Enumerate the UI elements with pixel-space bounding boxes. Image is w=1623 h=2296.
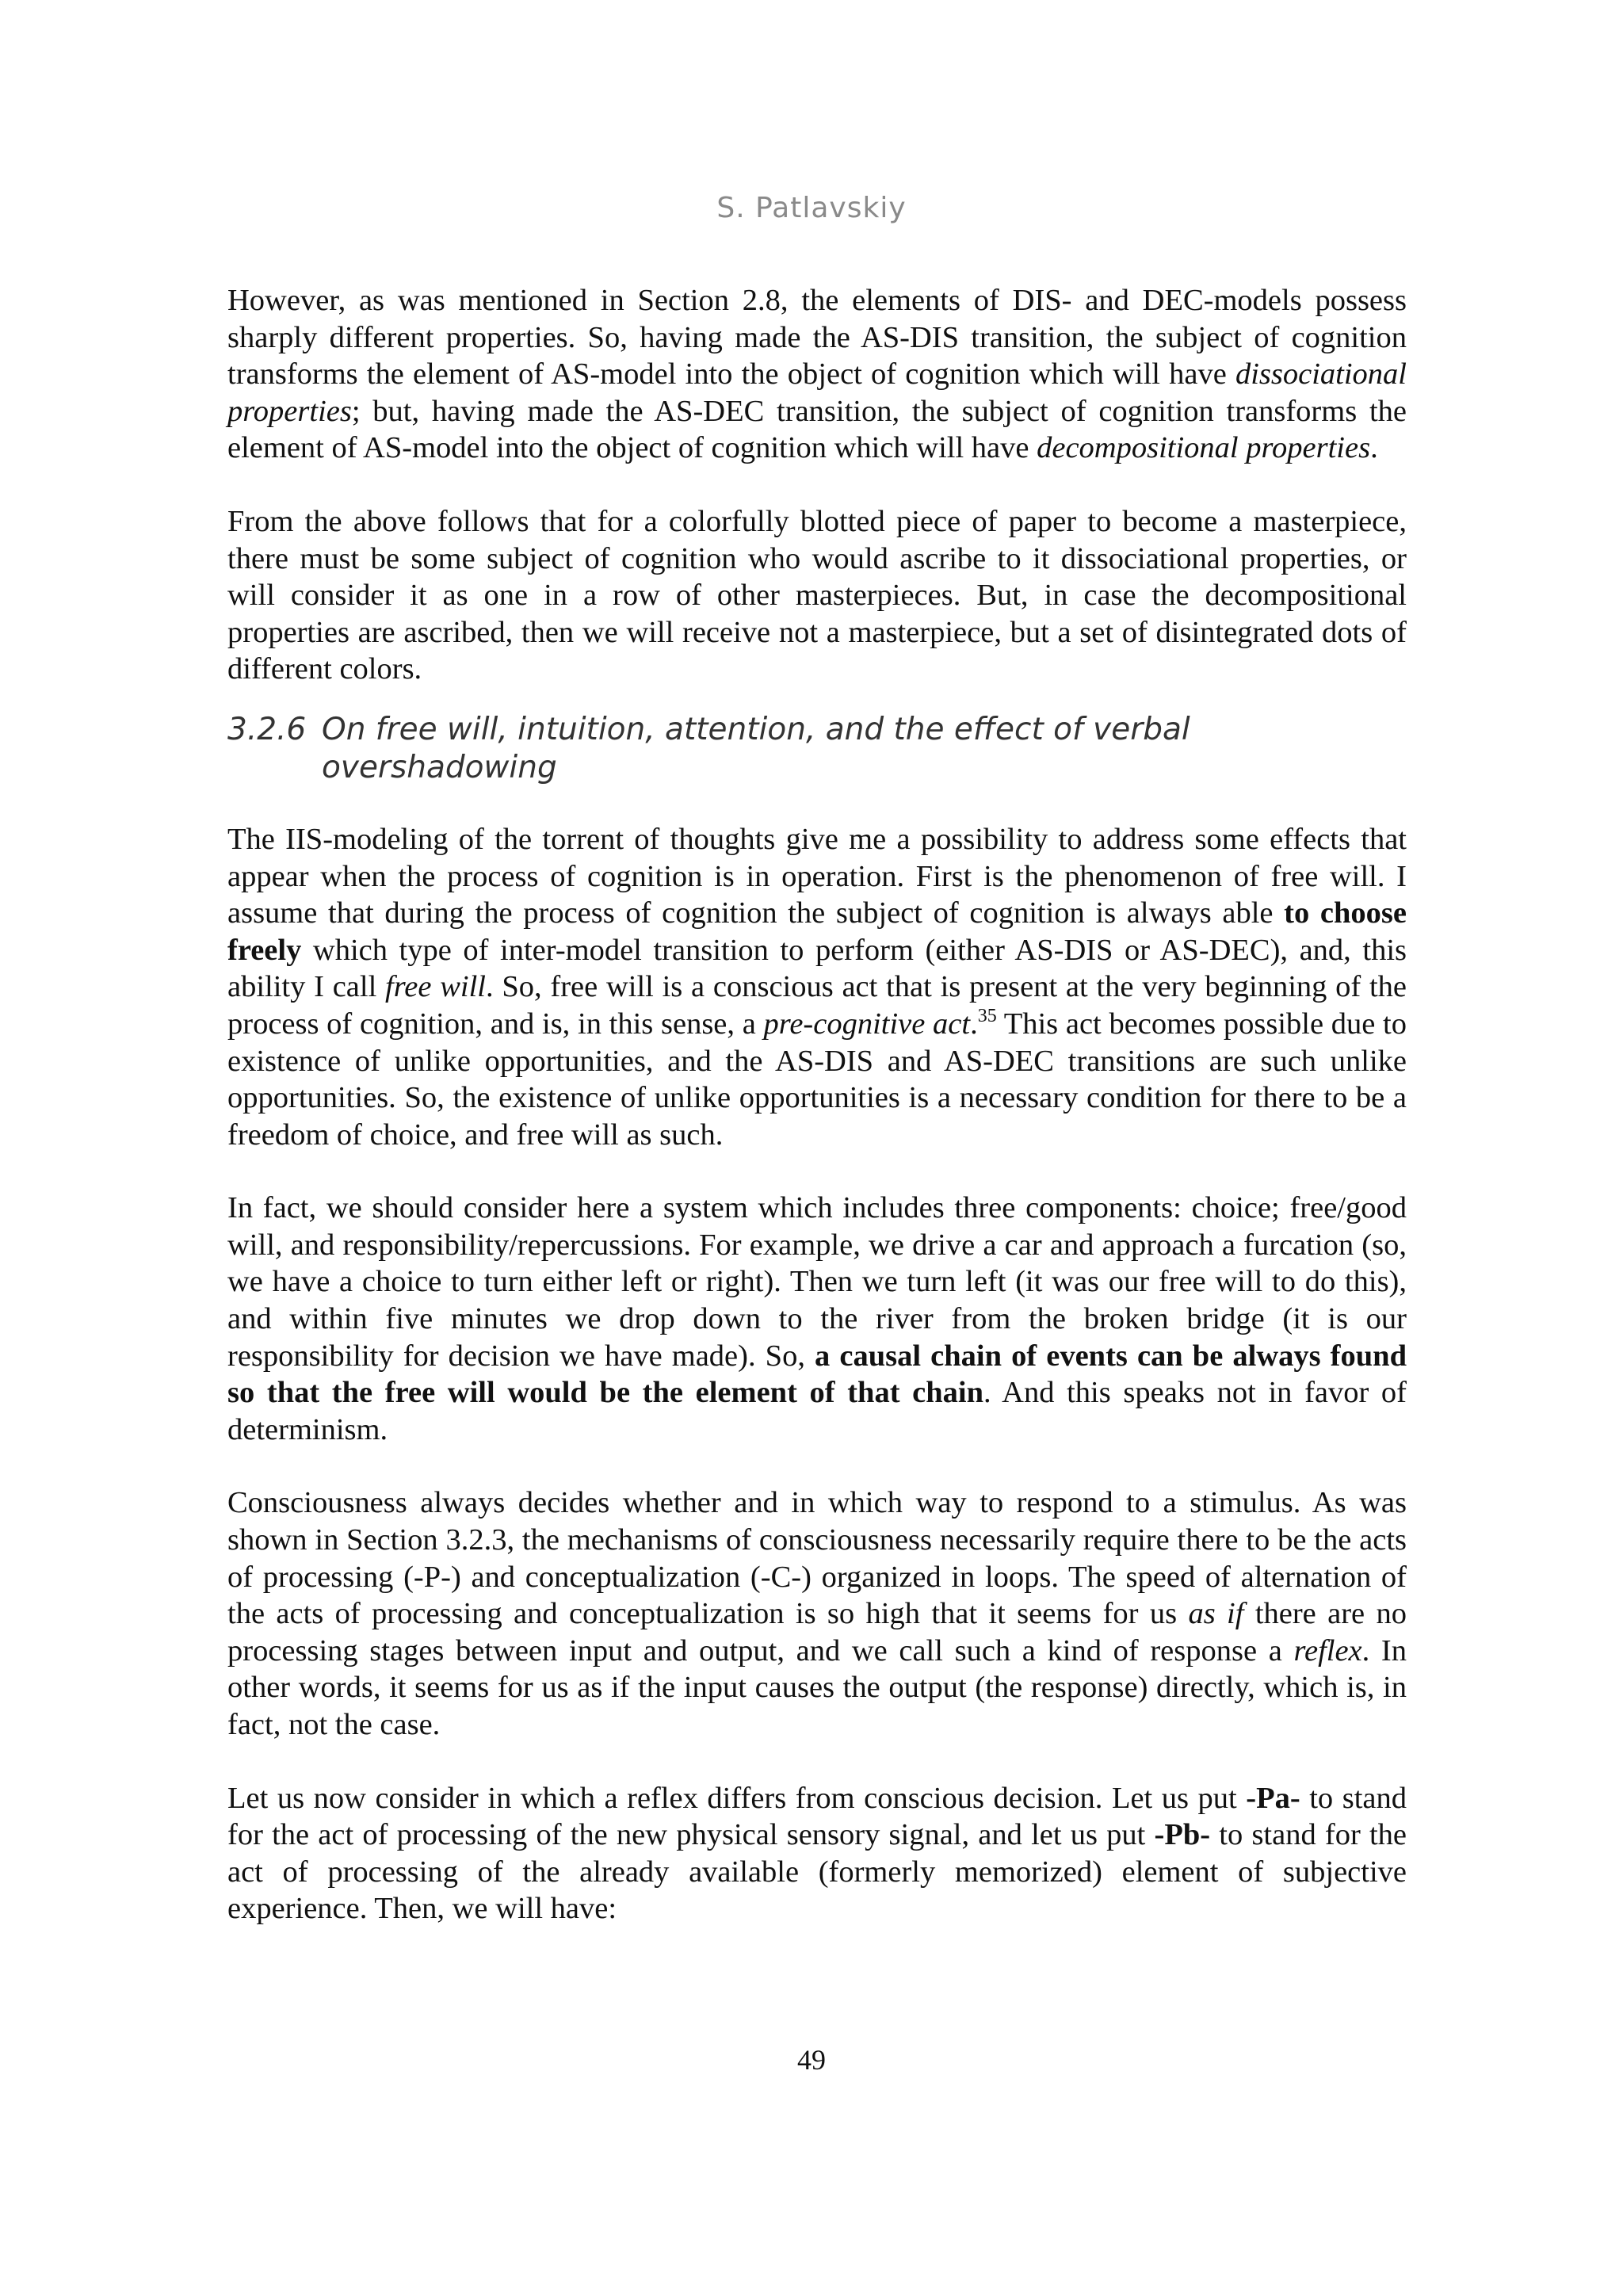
paragraph-6: Let us now consider in which a reflex differs from conscious decision. Let us put -Pa- to stand for the act of processing of the new physical sensory signal, and let us put -Pb- to stand for the act of processing of the already available (formerly memorized) element of subjective experience. Then, we will have: bbox=[227, 1781, 1407, 1926]
emphasis-free-will: free will bbox=[385, 970, 486, 1004]
paragraph-4: In fact, we should consider here a system which includes three components: choice; free/good will, and responsibility/repercussions. For example, we drive a car and approach a furcation (so, we have a choice to turn either left or right). Then we turn left (it was our free will to do this), and within five minutes we drop down to the river from the broken bridge (it is our responsibility for decision we have made). So, a causal chain of events can be always found so that the free will would be the element of that chain. And this speaks not in favor of determinism. bbox=[227, 1191, 1407, 1446]
footnote-marker[interactable]: 35 bbox=[977, 1005, 997, 1026]
emphasis-pa: -Pa- bbox=[1246, 1781, 1300, 1815]
emphasis-as-if: as if bbox=[1188, 1597, 1244, 1631]
section-title: On free will, intuition, attention, and the effect of verbal overshadowing bbox=[322, 711, 1190, 785]
page-number: 49 bbox=[797, 2044, 826, 2076]
paragraph-5: Consciousness always decides whether and in which way to respond to a stimulus. As was shown in Section 3.2.3, the mechanisms of consciousness necessarily require there to be the acts of processing (-P-) and conceptualization (-C-) organized in loops. The speed of alternation of the acts of processing and conceptualization is so high that it seems for us as if there are no processing stages between input and output, and we call such a kind of response a reflex. In other words, it seems for us as if the input causes the output (the response) directly, which is, in fact, not the case. bbox=[227, 1486, 1407, 1741]
emphasis-causal-chain: a causal chain of events can be always found so that the free will would be the element of that chain bbox=[227, 1339, 1407, 1410]
emphasis-choose-freely: to choose freely bbox=[227, 896, 1407, 967]
emphasis-pre-cognitive-act: pre-cognitive act bbox=[763, 1007, 971, 1041]
section-heading bbox=[227, 711, 1407, 787]
emphasis-pb: -Pb- bbox=[1154, 1818, 1211, 1852]
body-text bbox=[227, 282, 1407, 1927]
paragraph-1: However, as was mentioned in Section 2.8, the elements of DIS- and DEC-models possess sharply different properties. So, having made the AS-DIS transition, the subject of cognition transforms the element of AS-model into the object of cognition which will have dissociational properties; but, having made the AS-DEC transition, the subject of cognition transforms the element of AS-model into the object of cognition which will have decompositional properties. bbox=[227, 284, 1407, 465]
paragraph-3: The IIS-modeling of the torrent of thoughts give me a possibility to address some effects that appear when the process of cognition is in operation. First is the phenomenon of free will. I assume that during the process of cognition the subject of cognition is always able to choose freely which type of inter-model transition to perform (either AS-DIS or AS-DEC), and, this ability I call free will. So, free will is a conscious act that is present at the very beginning of the process of cognition, and is, in this sense, a pre-cognitive act.$^{35}$ This act becomes possible due to existence of unlike opportunities, and the AS-DIS and AS-DEC transitions are such unlike opportunities. So, the existence of unlike opportunities is a necessary condition for there to be a freedom of choice, and free will as such. bbox=[227, 822, 1407, 1152]
section-number: 3.2.6 bbox=[227, 711, 307, 747]
emphasis-dissociational: dissociational properties bbox=[227, 357, 1407, 428]
running-head-author: S. Patlavskiy bbox=[716, 192, 907, 224]
emphasis-decompositional: decompositional properties bbox=[1037, 431, 1371, 465]
paragraph-2: From the above follows that for a colorfully blotted piece of paper to become a masterpiece, there must be some subject of cognition who would ascribe to it dissociational properties, or will consider it as one in a row of other masterpieces. But, in case the decompositional properties are ascribed, then we will receive not a masterpiece, but a set of disintegrated dots of different colors. bbox=[227, 504, 1407, 686]
emphasis-reflex: reflex bbox=[1293, 1633, 1362, 1668]
